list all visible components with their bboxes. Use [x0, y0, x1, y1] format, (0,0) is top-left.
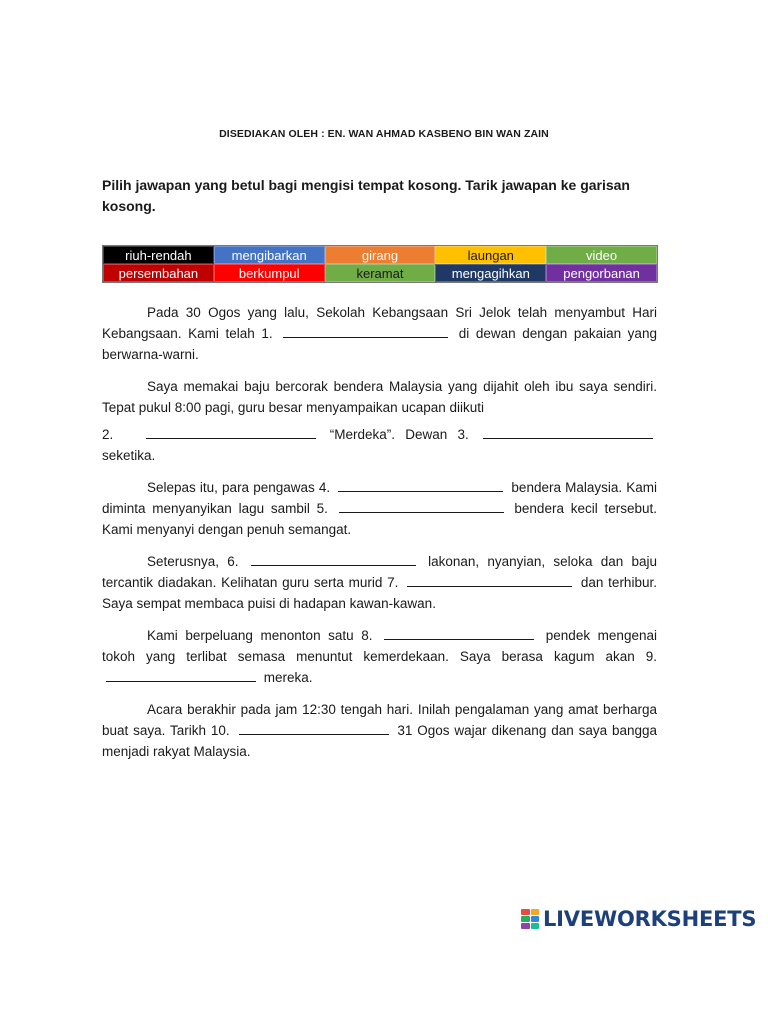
word-option[interactable]: berkumpul	[214, 264, 325, 282]
blank-8[interactable]	[384, 625, 534, 640]
word-option[interactable]: riuh-rendah	[103, 246, 214, 264]
blank-6[interactable]	[251, 551, 416, 566]
paragraph-3: 2. “Merdeka”. Dewan 3. seketika.	[102, 424, 657, 466]
liveworksheets-logo-icon	[521, 909, 539, 929]
word-option[interactable]: mengagihkan	[435, 264, 546, 282]
word-option[interactable]: laungan	[435, 246, 546, 264]
liveworksheets-brand	[521, 906, 756, 932]
paragraph-1: Pada 30 Ogos yang lalu, Sekolah Kebangsaan Sri Jelok telah menyambut Hari Kebangsaan. Kami telah 1. di dewan dengan pakaian yang berwarna-warni.	[102, 305, 657, 362]
word-option[interactable]: girang	[325, 246, 436, 264]
word-option[interactable]: keramat	[325, 264, 436, 282]
word-bank	[102, 245, 658, 283]
blank-4[interactable]	[338, 477, 503, 492]
word-option[interactable]: persembahan	[103, 264, 214, 282]
paragraph-4: Selepas itu, para pengawas 4. bendera Malaysia. Kami diminta menyanyikan lagu sambil 5. bendera kecil tersebut. Kami menyanyi dengan penuh semangat.	[102, 477, 657, 540]
blank-2[interactable]	[146, 424, 316, 439]
blank-5[interactable]	[339, 498, 504, 513]
blank-9[interactable]	[106, 667, 256, 682]
paragraph-6: Kami berpeluang menonton satu 8. pendek mengenai tokoh yang terlibat semasa menuntut kemerdekaan. Saya berasa kagum akan 9. mereka.	[102, 625, 657, 688]
blank-3[interactable]	[483, 424, 653, 439]
instruction-text: Pilih jawapan yang betul bagi mengisi tempat kosong. Tarik jawapan ke garisan kosong.	[102, 177, 630, 214]
paragraph-5: Seterusnya, 6. lakonan, nyanyian, seloka dan baju tercantik diadakan. Kelihatan guru serta murid 7. dan terhibur. Saya sempat membaca puisi di hadapan kawan-kawan.	[102, 551, 657, 614]
word-option[interactable]: pengorbanan	[546, 264, 657, 282]
paragraph-7: Acara berakhir pada jam 12:30 tengah hari. Inilah pengalaman yang amat berharga buat saya. Tarikh 10. 31 Ogos wajar dikenang dan saya bangga menjadi rakyat Malaysia.	[102, 702, 657, 759]
brand-name: LIVEWORKSHEETS	[543, 907, 757, 931]
blank-1[interactable]	[283, 323, 448, 338]
author-credit: DISEDIAKAN OLEH : EN. WAN AHMAD KASBENO BIN WAN ZAIN	[219, 128, 549, 140]
word-option[interactable]: video	[546, 246, 657, 264]
word-option[interactable]: mengibarkan	[214, 246, 325, 264]
paragraph-2: Saya memakai baju bercorak bendera Malaysia yang dijahit oleh ibu saya sendiri. Tepat pukul 8:00 pagi, guru besar menyampaikan ucapan diikuti	[102, 379, 657, 415]
passage	[102, 302, 657, 773]
blank-10[interactable]	[239, 720, 389, 735]
blank-7[interactable]	[407, 572, 572, 587]
